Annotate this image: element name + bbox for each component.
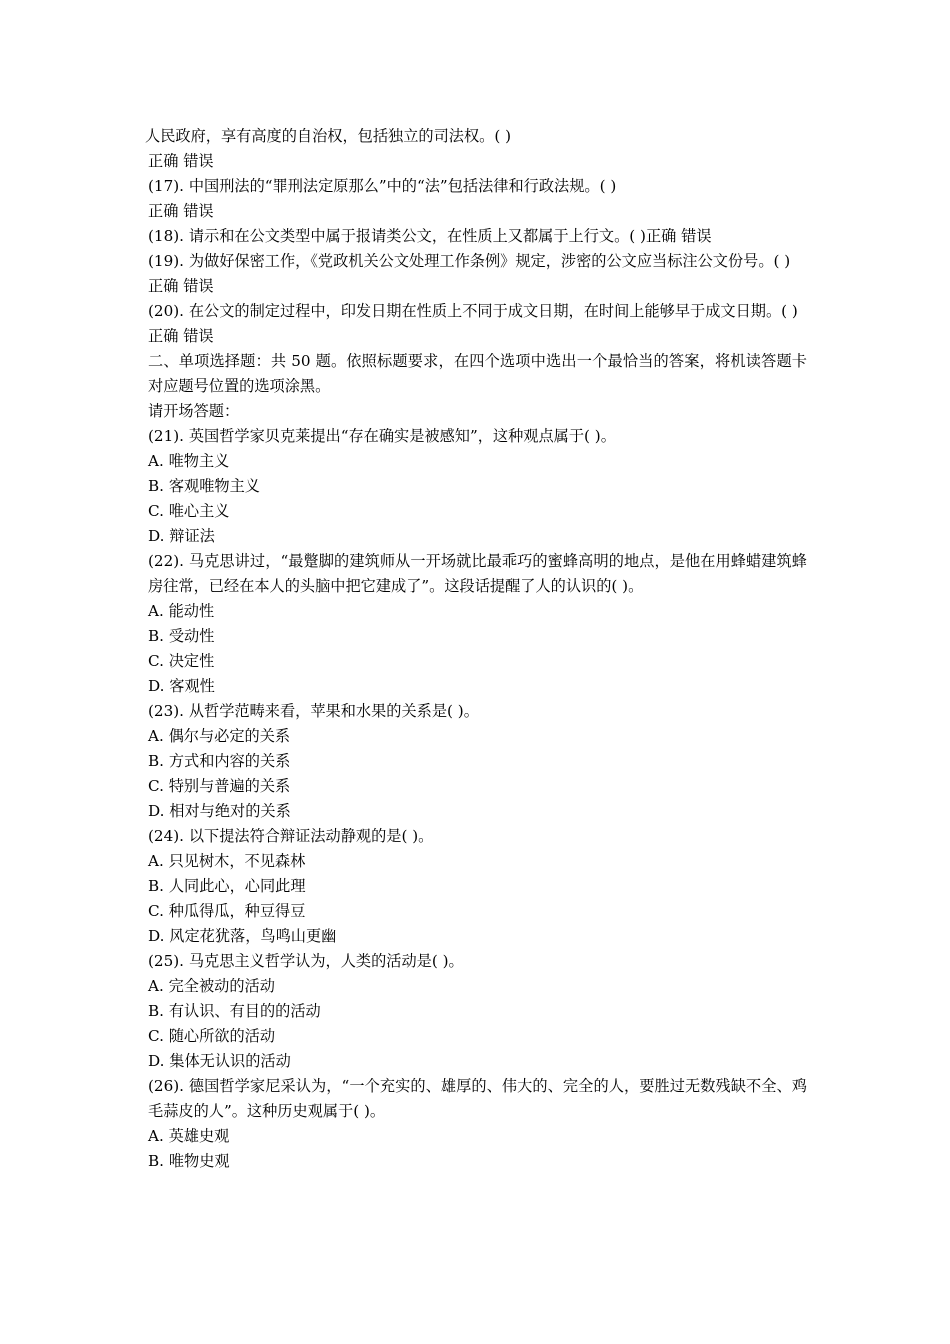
option-a: A. 英雄史观 xyxy=(148,1127,230,1145)
document-page xyxy=(145,124,807,1174)
question-17: (17). 中国刑法的“罪刑法定原那么”中的“法”包括法律和行政法规。( ) xyxy=(148,177,617,195)
answer-options: 正确 错误 xyxy=(148,202,214,220)
option-a: A. 完全被动的活动 xyxy=(148,977,275,995)
answer-options: 正确 错误 xyxy=(148,277,214,295)
question-21: (21). 英国哲学家贝克莱提出“存在确实是被感知”，这种观点属于( )。 xyxy=(148,427,616,445)
option-c: C. 种瓜得瓜，种豆得豆 xyxy=(148,902,306,920)
option-a: A. 只见树木，不见森林 xyxy=(148,852,306,870)
option-c: C. 特别与普遍的关系 xyxy=(148,777,291,795)
option-c: C. 决定性 xyxy=(148,652,215,670)
option-b: B. 客观唯物主义 xyxy=(148,477,260,495)
option-a: A. 偶尔与必定的关系 xyxy=(148,727,291,745)
option-d: D. 相对与绝对的关系 xyxy=(148,802,291,820)
option-b: B. 方式和内容的关系 xyxy=(148,752,291,770)
answer-options: 正确 错误 xyxy=(148,327,214,345)
option-d: D. 客观性 xyxy=(148,677,215,695)
option-c: C. 唯心主义 xyxy=(148,502,230,520)
question-26: (26). 德国哲学家尼采认为，“一个充实的、雄厚的、伟大的、完全的人，要胜过无数残缺不全、鸡毛蒜皮的人”。这种历史观属于( )。 xyxy=(148,1077,807,1120)
option-d: D. 辩证法 xyxy=(148,527,215,545)
option-d: D. 集体无认识的活动 xyxy=(148,1052,291,1070)
option-b: B. 受动性 xyxy=(148,627,215,645)
question-25: (25). 马克思主义哲学认为，人类的活动是( )。 xyxy=(148,952,464,970)
section-heading: 二、单项选择题：共 50 题。依照标题要求，在四个选项中选出一个最恰当的答案，将机读答题卡对应题号位置的选项涂黑。 xyxy=(148,352,807,395)
question-24: (24). 以下提法符合辩证法动静观的是( )。 xyxy=(148,827,434,845)
question-20: (20). 在公文的制定过程中，印发日期在性质上不同于成文日期，在时间上能够早于成文日期。( ) xyxy=(148,302,798,320)
option-a: A. 能动性 xyxy=(148,602,215,620)
question-23: (23). 从哲学范畴来看，苹果和水果的关系是( )。 xyxy=(148,702,479,720)
question-22: (22). 马克思讲过，“最蹩脚的建筑师从一开场就比最乖巧的蜜蜂高明的地点，是他在用蜂蜡建筑蜂房往常，已经在本人的头脑中把它建成了”。这段话提醒了人的认识的( )。 xyxy=(148,552,807,595)
start-instruction: 请开场答题： xyxy=(148,402,240,420)
text-line: 人民政府，享有高度的自治权，包括独立的司法权。( ) xyxy=(145,127,511,145)
option-d: D. 风定花犹落，鸟鸣山更幽 xyxy=(148,927,337,945)
question-18: (18). 请示和在公文类型中属于报请类公文，在性质上又都属于上行文。( )正确 错误 xyxy=(148,227,712,245)
question-19: (19). 为做好保密工作，《党政机关公文处理工作条例》规定，涉密的公文应当标注公文份号。( ) xyxy=(148,252,791,270)
option-b: B. 唯物史观 xyxy=(148,1152,230,1170)
option-c: C. 随心所欲的活动 xyxy=(148,1027,276,1045)
answer-options: 正确 错误 xyxy=(148,152,214,170)
option-b: B. 人同此心，心同此理 xyxy=(148,877,306,895)
option-a: A. 唯物主义 xyxy=(148,452,230,470)
option-b: B. 有认识、有目的的活动 xyxy=(148,1002,321,1020)
